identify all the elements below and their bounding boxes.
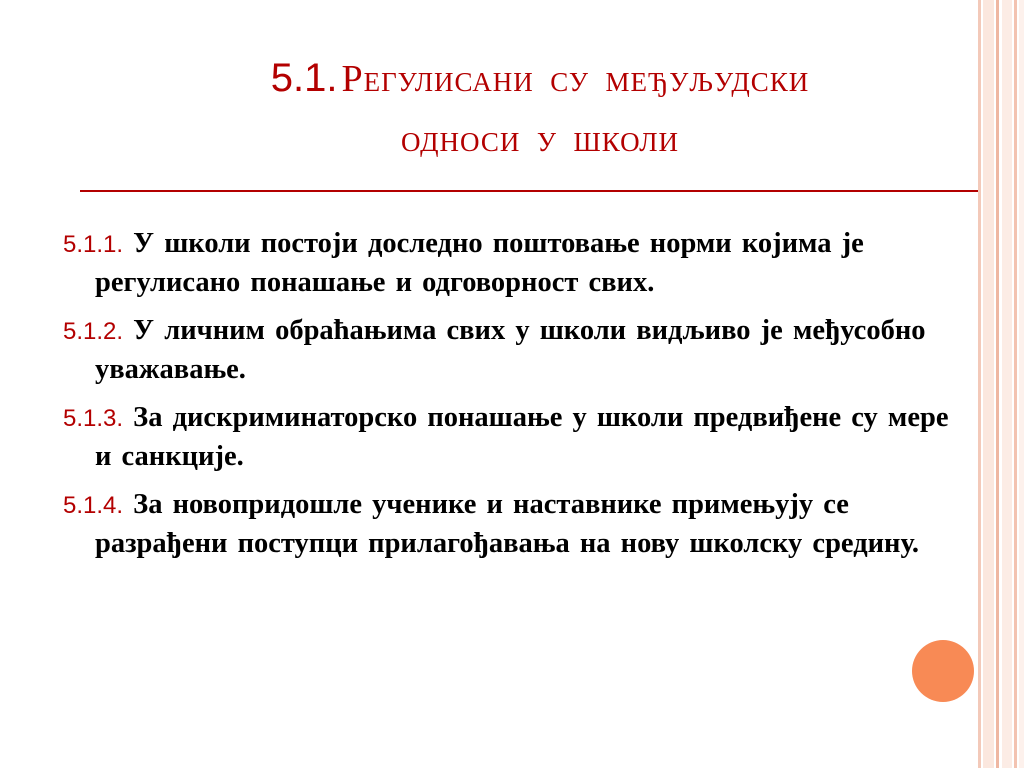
item-text: За дискриминаторско понашање у школи предвиђене су мере и санкције. xyxy=(95,402,949,472)
item-text: У личним обраћањима свих у школи видљиво је међусобно уважавање. xyxy=(95,315,926,385)
standards-list xyxy=(63,225,968,573)
item-code: 5.1.4. xyxy=(63,492,124,519)
list-item xyxy=(63,225,968,302)
list-item xyxy=(63,312,968,389)
title-divider xyxy=(80,190,978,192)
decorative-stripe xyxy=(996,0,999,768)
title-number: 5.1. xyxy=(270,56,338,100)
title-line-2 xyxy=(100,113,980,173)
decorative-stripe xyxy=(1002,0,1012,768)
title-text-2: односи у школи xyxy=(400,118,680,160)
title-line-1 xyxy=(100,52,980,113)
title-text-1: Регулисани су међуљудски xyxy=(341,58,810,100)
list-item xyxy=(63,399,968,476)
item-code: 5.1.1. xyxy=(63,231,124,258)
slide-title xyxy=(100,52,980,173)
list-item xyxy=(63,486,968,563)
item-code: 5.1.3. xyxy=(63,405,124,432)
decorative-stripe xyxy=(1019,0,1024,768)
decorative-stripe xyxy=(1014,0,1017,768)
item-code: 5.1.2. xyxy=(63,318,124,345)
decorative-circle xyxy=(912,640,974,702)
item-text: У школи постоји доследно поштовање норми којима је регулисано понашање и одговорност свих. xyxy=(95,228,864,298)
decorative-stripe xyxy=(983,0,994,768)
item-text: За новопридошле ученике и наставнике примењују се разрађени поступци прилагођавања на нову школску средину. xyxy=(95,489,919,559)
